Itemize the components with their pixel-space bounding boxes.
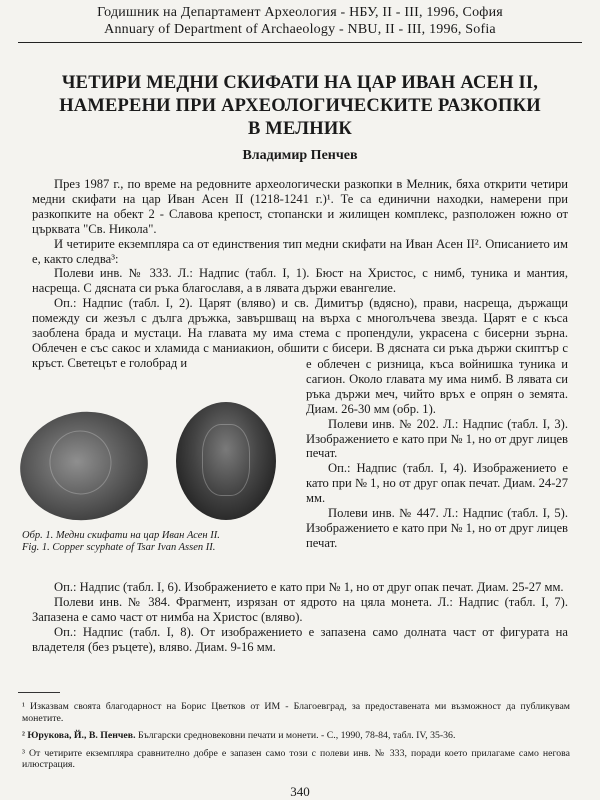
caption-en: Fig. 1. Copper scyphate of Tsar Ivan Assen II. xyxy=(22,542,216,553)
header-line-bg: Годишник на Департамент Археология - НБУ, II - III, 1996, София xyxy=(97,5,503,20)
header-line-en: Annuary of Department of Archaeology - NBU, II - III, 1996, Sofia xyxy=(104,22,496,37)
body-text-main xyxy=(32,177,568,371)
paragraph: е облечен с ризница, къса войнишка туника и сагион. Около главата му има нимб. В лявата си ръка държи меч, чийто връх е опрян о земята. Диам. 26-30 мм (обр. 1). xyxy=(306,357,568,416)
paragraph: Оп.: Надпис (табл. I, 6). Изображението е като при № 1, но от друг опак печат. Диам. 25-27 мм. xyxy=(54,580,564,594)
running-header xyxy=(0,4,600,38)
author-name: Владимир Пенчев xyxy=(242,148,358,163)
paragraph: Полеви инв. № 447. Л.: Надпис (табл. I, 5). Изображението е като при № 1, но от друг лицев печат. xyxy=(306,506,568,550)
coin-photograph xyxy=(8,402,286,522)
page-number: 340 xyxy=(290,784,310,799)
footnote-2 xyxy=(22,730,570,742)
caption-bg: Обр. 1. Медни скифати на цар Иван Асен II. xyxy=(22,530,220,541)
paragraph: Полеви инв. № 384. Фрагмент, изрязан от ядрото на цяла монета. Л.: Надпис (табл. I, 7). Запазена е само част от нимба на Христос (вляво). xyxy=(32,594,568,624)
footnote-1: ¹ Изказвам своята благодарност на Борис Цветков от ИМ - Благоевград, за предоставената ми възможност да публикувам монетите. xyxy=(22,701,570,724)
title-line: В МЕЛНИК xyxy=(247,119,353,139)
figure-caption xyxy=(22,530,292,554)
header-rule xyxy=(18,42,582,43)
title-line: НАМЕРЕНИ ПРИ АРХЕОЛОГИЧЕСКИТЕ РАЗКОПКИ xyxy=(59,96,541,116)
footnote-2-text: Български средновековни печати и монети. - С., 1990, 78-84, табл. IV, 35-36. xyxy=(135,730,456,741)
paragraph: Полеви инв. № 333. Л.: Надпис (табл. I, 1). Бюст на Христос, с нимб, туника и мантия, насреща. С дясната си ръка благославя, а в лявата държи евангелие. xyxy=(32,266,568,296)
paragraph: И четирите екземпляра са от единствения тип медни скифати на Иван Асен II². Описанието им е, както следва³: xyxy=(32,236,568,266)
paragraph: Оп.: Надпис (табл. I, 8). От изображението е запазена само долната част от фигурата на владетеля (без ръцете), вляво. Диам. 9-16 мм. xyxy=(32,624,568,654)
coin-obverse-image xyxy=(13,404,155,529)
paragraph: Оп.: Надпис (табл. I, 2). Царят (вляво) и св. Димитър (вдясно), прави, насреща, държащи помежду си жезъл с дълга дръжка, завършващ на върха с многолъчева звезда. Царят е с къса заоблена брада и мустаци. На главата му има стема с пропендули, украсена с бисерни зърна. Облечен е със сакос и хламида с маниакион, обшити с бисери. В дясната си ръка държи скиптър с кръст. Светецът е голобрад и xyxy=(32,296,568,370)
body-text-right-column xyxy=(306,357,568,551)
paragraph: През 1987 г., по време на редовните археологически разкопки в Мелник, бяха открити четири медни скифати на цар Иван Асен II (1218-1241 г.)¹. Те са единични находки, намерени при разкопките на обект 2 - Славова крепост, стопански и жилищен комплекс, разположен южно от църквата "Св. Никола". xyxy=(32,177,568,236)
footnote-rule xyxy=(18,692,60,693)
body-text-bottom xyxy=(32,580,568,655)
paragraph: Полеви инв. № 202. Л.: Надпис (табл. I, 3). Изображението е като при № 1, но от друг лицев печат. xyxy=(306,416,568,461)
article-title xyxy=(20,72,580,141)
footnotes xyxy=(22,701,570,777)
title-line: ЧЕТИРИ МЕДНИ СКИФАТИ НА ЦАР ИВАН АСЕН II, xyxy=(61,73,539,93)
paragraph: Оп.: Надпис (табл. I, 4). Изображението е като при № 1, но от друг опак печат. Диам. 24-27 мм. xyxy=(306,461,568,506)
footnote-2-authors: ² Юрукова, Й., В. Пенчев. xyxy=(22,730,136,741)
coin-reverse-image xyxy=(176,402,276,520)
footnote-3: ³ От четирите екземпляра сравнително добре е запазен само този с полеви инв. № 333, поради което прилагаме само негова илюстрация. xyxy=(22,747,570,770)
